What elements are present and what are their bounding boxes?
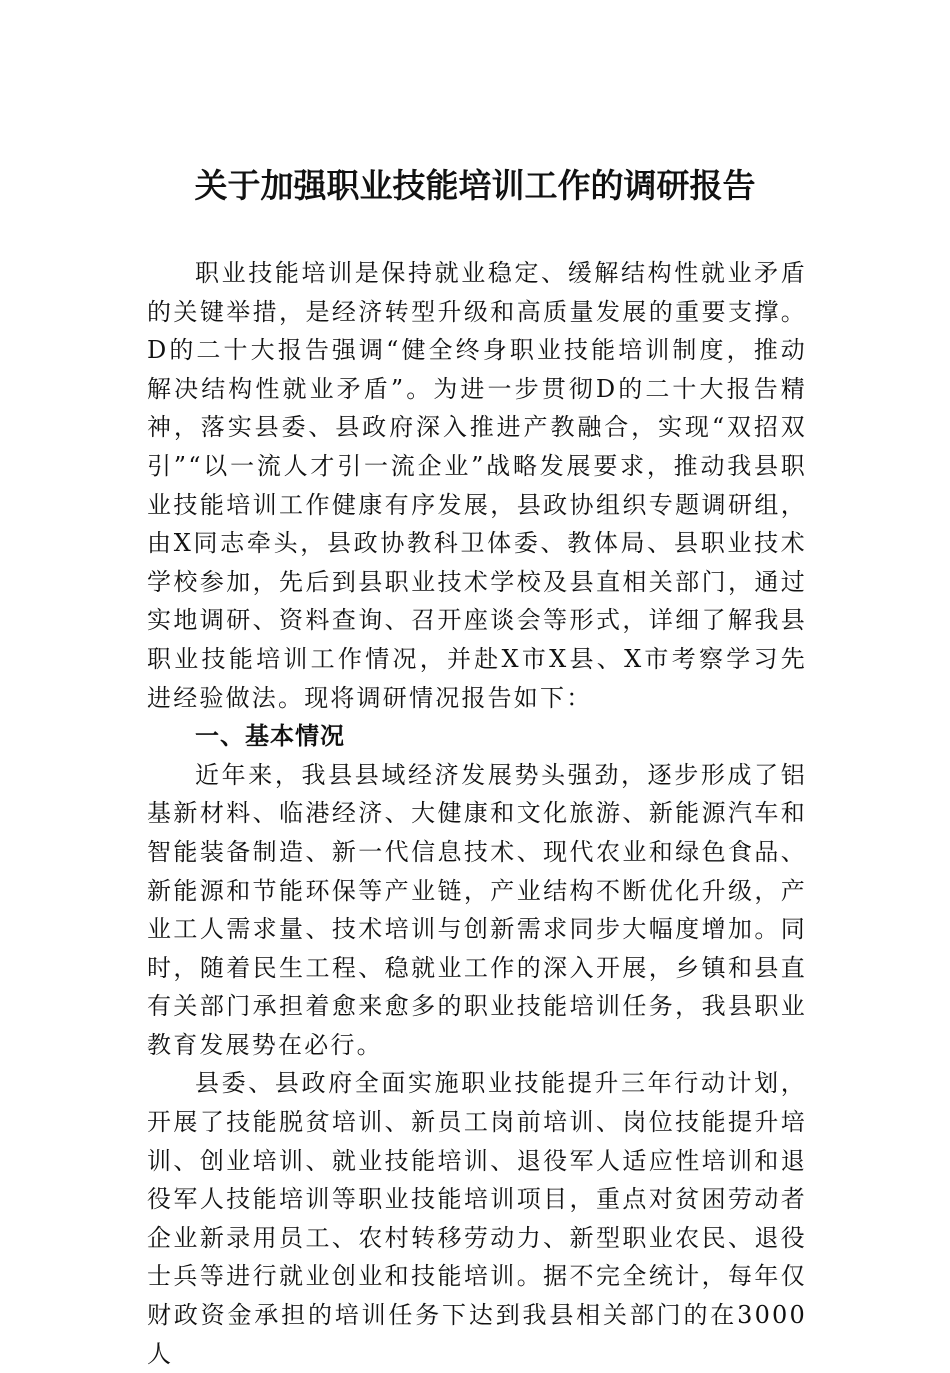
document-body bbox=[147, 254, 807, 1373]
section-paragraph: 县委、县政府全面实施职业技能提升三年行动计划，开展了技能脱贫培训、新员工岗前培训、岗位技能提升培训、创业培训、就业技能培训、退役军人适应性培训和退役军人技能培训等职业技能培训项目，重点对贫困劳动者企业新录用员工、农村转移劳动力、新型职业农民、退役士兵等进行就业创业和技能培训。据不完全统计，每年仅财政资金承担的培训任务下达到我县相关部门的在3000人 bbox=[147, 1069, 807, 1368]
section-paragraph: 近年来，我县县域经济发展势头强劲，逐步形成了铝基新材料、临港经济、大健康和文化旅游、新能源汽车和智能装备制造、新一代信息技术、现代农业和绿色食品、新能源和节能环保等产业链，产业结构不断优化升级，产业工人需求量、技术培训与创新需求同步大幅度增加。同时，随着民生工程、稳就业工作的深入开展，乡镇和县直有关部门承担着愈来愈多的职业技能培训任务，我县职业教育发展势在必行。 bbox=[147, 760, 807, 1059]
document-title: 关于加强职业技能培训工作的调研报告 bbox=[194, 166, 756, 205]
intro-paragraph: 职业技能培训是保持就业稳定、缓解结构性就业矛盾的关键举措，是经济转型升级和高质量发展的重要支撑。D的二十大报告强调“健全终身职业技能培训制度，推动解决结构性就业矛盾”。为进一步贯彻D的二十大报告精神，落实县委、县政府深入推进产教融合，实现“双招双引”“以一流人才引一流企业”战略发展要求，推动我县职业技能培训工作健康有序发展，县政协组织专题调研组，由X同志牵头，县政协教科卫体委、教体局、县职业技术学校参加，先后到县职业技术学校及县直相关部门，通过实地调研、资料查询、召开座谈会等形式，详细了解我县职业技能培训工作情况，并赴X市X县、X市考察学习先进经验做法。现将调研情况报告如下： bbox=[147, 259, 807, 712]
section-heading: 一、基本情况 bbox=[195, 722, 345, 751]
